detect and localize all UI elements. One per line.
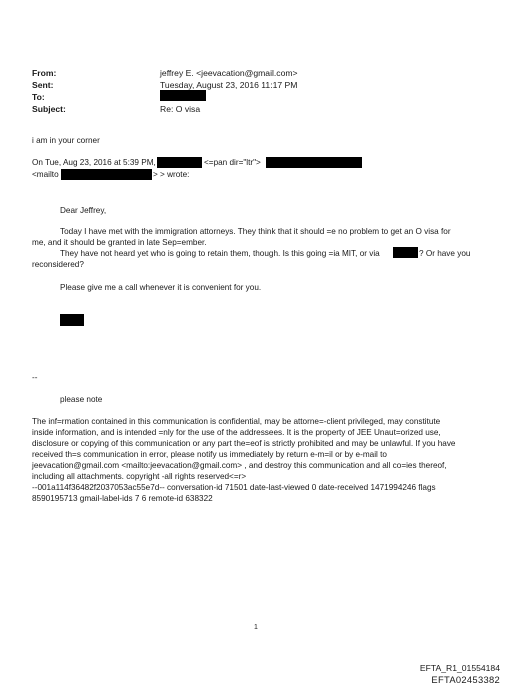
from-value: jeffrey E. <jeevacation@gmail.com> bbox=[160, 68, 298, 78]
quote-on-prefix: On Tue, Aug 23, 2016 at 5:39 PM, bbox=[32, 158, 156, 167]
page-number: 1 bbox=[254, 624, 258, 631]
notice-line-4: received th=s communication in error, please notify us immediately by return e-m=il or by e-mail to bbox=[32, 450, 387, 459]
redaction-quote-email bbox=[266, 157, 362, 168]
quote-wrote: > > wrote: bbox=[153, 170, 190, 179]
sent-value: Tuesday, August 23, 2016 11:17 PM bbox=[160, 80, 298, 90]
subject-label: Subject: bbox=[32, 104, 66, 114]
notice-line-7: --001a114f36482f2037053ac55e7d-- conversation-id 71501 date-last-viewed 0 date-received 1471994246 flags bbox=[32, 483, 436, 492]
redaction-quote-name bbox=[157, 157, 202, 168]
redaction-to bbox=[160, 90, 206, 101]
quote-pan-dir: <=pan dir="ltr"> bbox=[204, 158, 261, 167]
notice-title: please note bbox=[60, 395, 103, 404]
footer-id-2: EFTA02453382 bbox=[431, 674, 500, 685]
reply-line: i am in your corner bbox=[32, 136, 100, 145]
quote-mailto: <mailto bbox=[32, 170, 59, 179]
letter-p1-line1: Today I have met with the immigration attorneys. They think that it should =e no problem to get an O visa for bbox=[60, 227, 451, 236]
notice-line-8: 8590195713 gmail-label-ids 7 6 remote-id 638322 bbox=[32, 494, 213, 503]
notice-line-5: jeevacation@gmail.com <mailto:jeevacation@gmail.com> , and destroy this communication and all co=ies thereof, bbox=[32, 461, 447, 470]
letter-p2-line1a: They have not heard yet who is going to retain them, though. Is this going =ia MIT, or via bbox=[60, 249, 380, 258]
separator: -- bbox=[32, 373, 38, 382]
letter-p2-line1b: ? Or have you bbox=[419, 249, 471, 258]
from-label: From: bbox=[32, 68, 57, 78]
notice-line-1: The inf=rmation contained in this communication is confidential, may be attorne=-client privileged, may constitute bbox=[32, 417, 441, 426]
redaction-via bbox=[393, 247, 418, 258]
letter-p3: Please give me a call whenever it is convenient for you. bbox=[60, 283, 262, 292]
letter-p1-line2: me, and it should be granted in late Sep=ember. bbox=[32, 238, 207, 247]
redaction-mailto bbox=[61, 169, 152, 180]
notice-line-2: inside information, and is intended =nly for the use of the addressees. It is the property of JEE Unaut=orized use, bbox=[32, 428, 441, 437]
to-label: To: bbox=[32, 92, 45, 102]
letter-p2-line2: reconsidered? bbox=[32, 260, 84, 269]
notice-line-3: disclosure or copying of this communication or any part the=eof is strictly prohibited and may be unlawful. If you have bbox=[32, 439, 456, 448]
footer-id-1: EFTA_R1_01554184 bbox=[419, 663, 500, 673]
redaction-signature bbox=[60, 314, 84, 326]
sent-label: Sent: bbox=[32, 80, 54, 90]
notice-line-6: including all attachments. copyright -all rights reserved<=r> bbox=[32, 472, 247, 481]
subject-value: Re: O visa bbox=[160, 104, 201, 114]
letter-greeting: Dear Jeffrey, bbox=[60, 206, 107, 215]
